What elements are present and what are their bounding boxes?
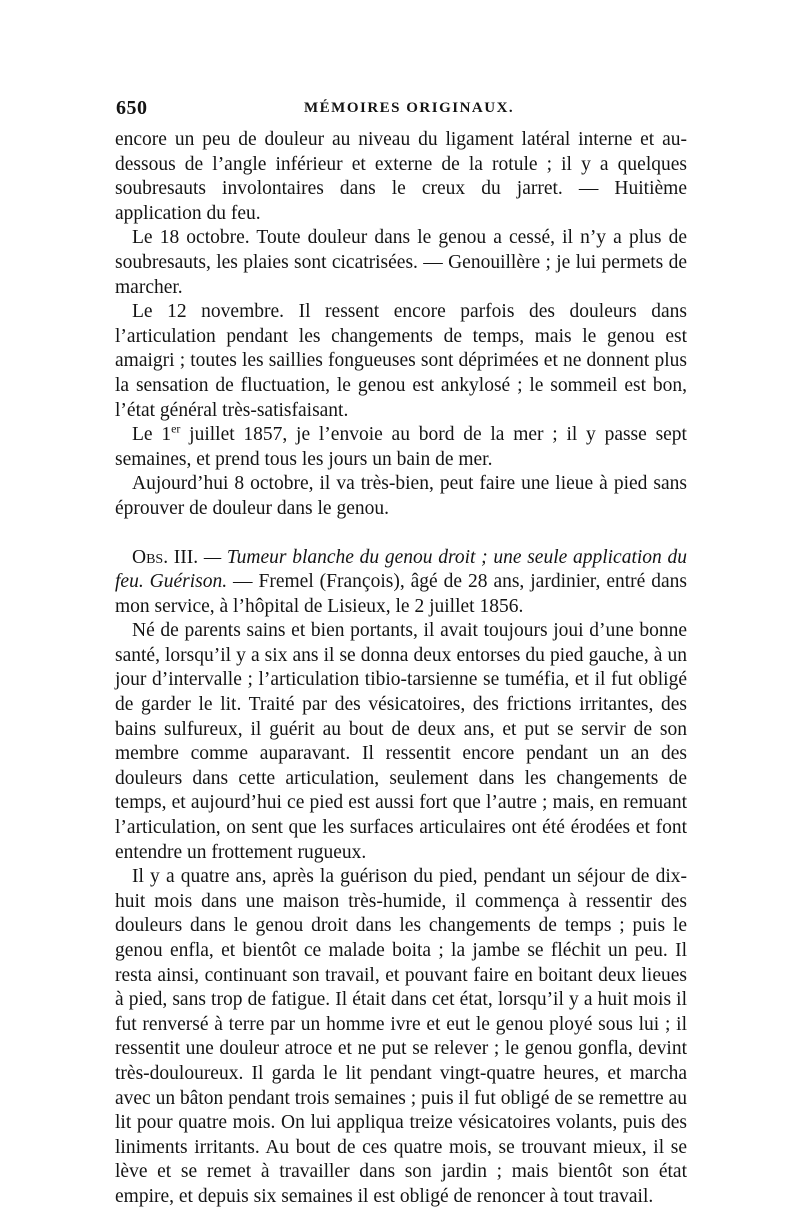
paragraph-history: Il y a quatre ans, après la guérison du pied, pendant un séjour de dix-huit mois dans une maison très-humide, il commença à ressentir des douleurs dans le genou droit dans les changements de temps ; puis le genou enfla, et bientôt ce malade boita ; la jambe se fléchit un peu. Il resta ainsi, continuant son travail, et pouvant faire en boitant deux lieues à pied, sans trop de fatigue. Il était dans cet état, lorsqu’il y a huit mois il fut renversé à terre par un homme ivre et eut le genou ployé sous lui ; il ressentit une douleur atroce et ne put se relever ; le genou gonfla, devint très-douloureux. Il garda le lit pendant vingt-quatre heures, et marcha avec un bâton pendant trois semaines ; puis il fut obligé de se remettre au lit pour quatre mois. On lui appliqua treize vésicatoires volants, puis des liniments irritants. Au bout de ces quatre mois, se trouvant mieux, il se lève et se remet à travailler dans son jardin ; mais bientôt son état empire, et depuis six semaines il est obligé de renoncer à tout travail. [115, 866, 687, 1207]
paragraph-8-octobre: Aujourd’hui 8 octobre, il va très-bien, peut faire une lieue à pied sans éprouver de douleur dans le genou. [115, 473, 687, 519]
page-number: 650 [116, 97, 148, 119]
observation-heading [115, 546, 687, 620]
page-header [116, 97, 686, 123]
paragraph-1er-juillet [115, 423, 687, 472]
body-text [115, 128, 687, 1210]
running-head: MÉMOIRES ORIGINAUX. [304, 100, 515, 116]
observation-title: — Tumeur blanche du genou droit ; une seule application du feu. Guérison. [115, 546, 688, 593]
ordinal-superscript: er [171, 421, 181, 436]
paragraph-1er-juillet-rest: juillet 1857, je l’envoie au bord de la mer ; il y passe sept semaines, et prend tous les jours un bain de mer. [115, 424, 687, 470]
paragraph-12-novembre: Le 12 novembre. Il ressent encore parfois des douleurs dans l’articulation pendant les changements de temps, mais le genou est amaigri ; toutes les saillies fongueuses sont déprimées et ne donnent plus la sensation de fluctuation, le genou est ankylosé ; le sommeil est bon, l’état général très-satisfaisant. [115, 301, 687, 421]
paragraph-continuation: encore un peu de douleur au niveau du ligament latéral interne et au-dessous de l’angle inférieur et externe de la rotule ; il y a quelques soubresauts involontaires dans le creux du jarret. — Huitième application du feu. [115, 129, 687, 224]
paragraph-antecedents: Né de parents sains et bien portants, il avait toujours joui d’une bonne santé, lorsqu’il y a six ans il se donna deux entorses du pied gauche, à un jour d’intervalle ; l’articulation tibio-tarsienne se tuméfia, et il fut obligé de garder le lit. Traité par des vésicatoires, des frictions irritantes, des bains sulfureux, il guérit au bout de deux ans, et put se servir de son membre comme auparavant. Il ressentit encore pendant un an des douleurs dans cette articulation, seulement dans les changements de temps, et aujourd’hui ce pied est aussi fort que l’autre ; mais, en remuant l’articulation, on sent que les surfaces articulaires ont été érodées et font entendre un frottement rugueux. [115, 620, 687, 863]
paragraph-1er-juillet-start: Le 1 [132, 424, 172, 446]
paragraph-18-octobre: Le 18 octobre. Toute douleur dans le genou a cessé, il n’y a plus de soubresauts, les plaies sont cicatrisées. — Genouillère ; je lui permets de marcher. [115, 227, 687, 298]
observation-label: Obs. III. [132, 546, 199, 568]
observation-intro: — Fremel (François), âgé de 28 ans, jardinier, entré dans mon service, à l’hôpital de Lisieux, le 2 juillet 1856. [115, 571, 688, 617]
